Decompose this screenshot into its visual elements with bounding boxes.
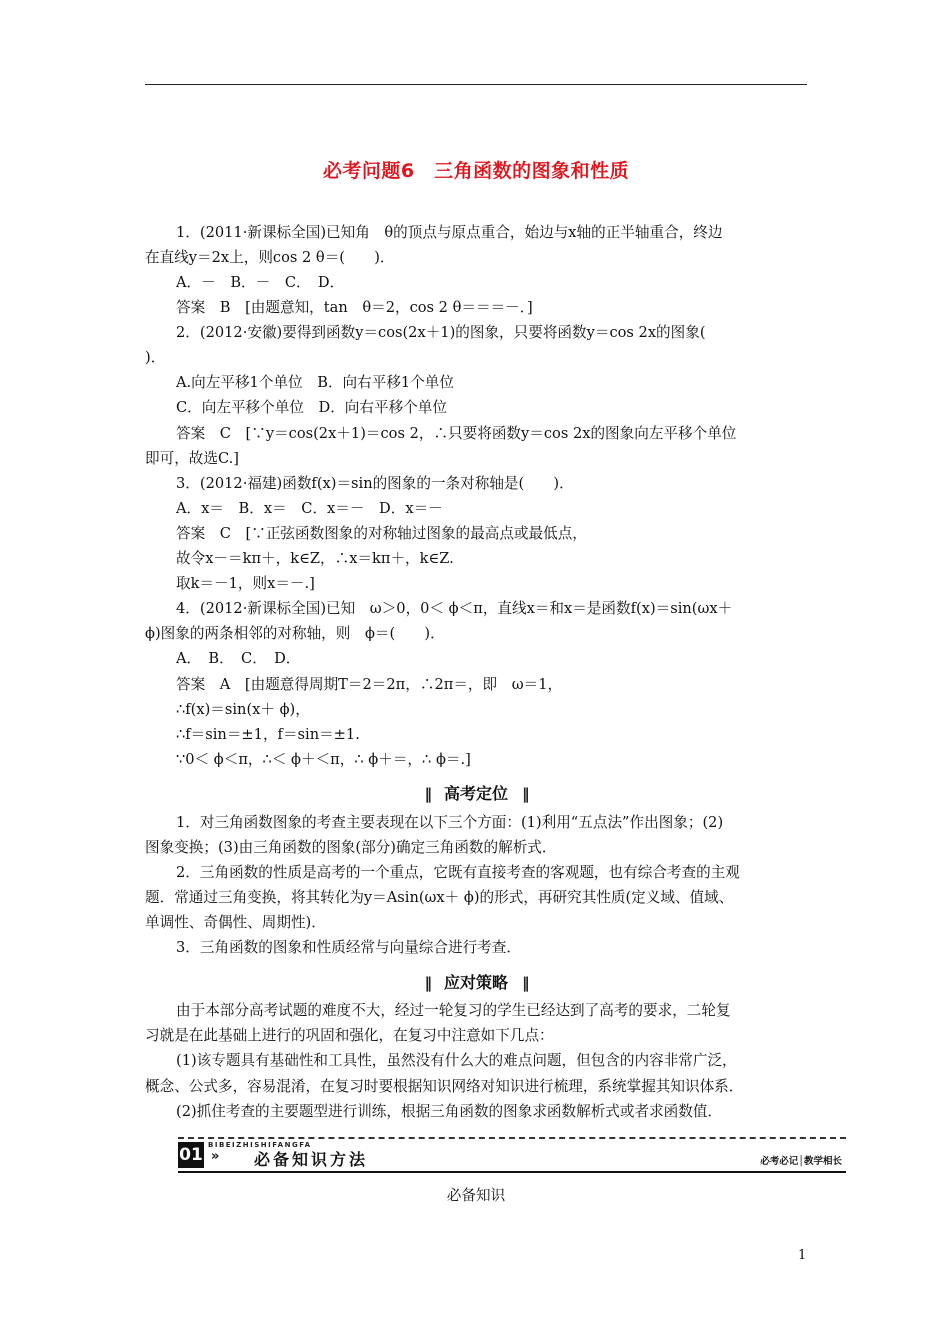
text-line: 3．三角函数的图象和性质经常与向量综合进行考查． xyxy=(176,939,521,956)
banner-dashed-rule xyxy=(178,1137,846,1139)
text-line: A．－ B．－ C． D． xyxy=(176,274,345,291)
text-line: A． B． C． D． xyxy=(176,650,301,667)
section-bar-right: ‖ xyxy=(522,785,528,803)
text-line: ∵0＜ ϕ＜π，∴＜ ϕ＋＜π，∴ ϕ＋＝，∴ ϕ＝.] xyxy=(176,751,471,768)
text-line: 3．(2012·福建)函数f(x)＝sin的图象的一条对称轴是( )． xyxy=(176,475,574,492)
section-bar-left: ‖ xyxy=(424,974,430,992)
text-line: 答案 C [∵正弦函数图象的对称轴过图象的最高点或最低点， xyxy=(176,525,587,542)
text-line: 故令x－＝kπ＋，k∈Z，∴x＝kπ＋，k∈Z. xyxy=(176,550,454,567)
text-line: )． xyxy=(145,349,166,366)
chapter-banner xyxy=(178,1137,846,1173)
header-rule xyxy=(145,84,807,85)
text-line: ϕ)图象的两条相邻的对称轴，则 ϕ＝( )． xyxy=(145,625,445,642)
text-line: 习就是在此基础上进行的巩固和强化，在复习中注意如下几点： xyxy=(145,1027,554,1044)
text-line: (2)抓住考查的主要题型进行训练，根据三角函数的图象求函数解析式或者求函数值． xyxy=(176,1103,723,1120)
section-bar-left: ‖ xyxy=(424,785,430,803)
text-line: 答案 C [∵y＝cos(2x＋1)＝cos 2，∴只要将函数y＝cos 2x的图象向左平移个单位 xyxy=(176,425,737,442)
page-number: 1 xyxy=(798,1248,807,1263)
text-line: 图象变换；(3)由三角函数的图象(部分)确定三角函数的解析式． xyxy=(145,839,557,856)
text-line: 1．(2011·新课标全国)已知角 θ的顶点与原点重合，始边与x轴的正半轴重合，终边 xyxy=(176,224,723,241)
text-line: 答案 A [由题意得周期T＝2＝2π，∴2π＝，即 ω＝1， xyxy=(176,676,563,693)
text-line: ∴f＝sin＝±1，f＝sin＝±1. xyxy=(176,726,360,743)
section-heading-strategy xyxy=(145,970,807,993)
chevron-right-icon: » xyxy=(211,1149,220,1164)
text-line: A.向左平移1个单位 B．向右平移1个单位 xyxy=(176,374,454,391)
banner-tagline: 必考必记│教学相长 xyxy=(760,1156,842,1167)
text-line: 题．常通过三角变换，将其转化为y＝Asin(ωx＋ ϕ)的形式，再研究其性质(定义域、值域、 xyxy=(145,889,734,906)
text-line: 概念、公式多，容易混淆，在复习时要根据知识网络对知识进行梳理，系统掌握其知识体系． xyxy=(145,1078,744,1095)
text-line: 即可，故选C.] xyxy=(145,450,239,467)
section-bar-right: ‖ xyxy=(522,974,528,992)
text-line: 单调性、奇偶性、周期性)． xyxy=(145,914,326,931)
banner-number: 01 xyxy=(178,1142,204,1168)
text-line: 在直线y＝2x上，则cos 2 θ＝( )． xyxy=(145,249,395,266)
text-line: 4．(2012·新课标全国)已知 ω＞0，0＜ ϕ＜π，直线x＝和x＝是函数f(x)＝sin(ωx＋ xyxy=(176,600,733,617)
text-line: C．向左平移个单位 D．向右平移个单位 xyxy=(176,399,447,416)
section-title: 应对策略 xyxy=(443,973,508,992)
text-line: 2．(2012·安徽)要得到函数y＝cos(2x＋1)的图象，只要将函数y＝cos 2x的图象( xyxy=(176,324,706,341)
text-line: 2．三角函数的性质是高考的一个重点，它既有直接考查的客观题，也有综合考查的主观 xyxy=(176,864,740,881)
text-line: 取k＝－1，则x＝－.] xyxy=(176,575,315,592)
text-line: 1．对三角函数图象的考查主要表现在以下三个方面：(1)利用“五点法”作出图象；(2) xyxy=(176,814,724,831)
banner-bottom-rule xyxy=(178,1171,846,1173)
text-line: ∴f(x)＝sin(x＋ ϕ)， xyxy=(176,701,310,718)
section-title: 高考定位 xyxy=(443,784,508,803)
text-line: 答案 B [由题意知，tan θ＝2，cos 2 θ＝＝＝－．] xyxy=(176,299,533,316)
text-line: 由于本部分高考试题的难度不大，经过一轮复习的学生已经达到了高考的要求，二轮复 xyxy=(176,1002,731,1019)
banner-heading: 必备知识方法 xyxy=(254,1150,369,1169)
text-line: A．x＝ B．x＝ C．x＝－ D．x＝－ xyxy=(176,500,443,517)
page-title: 必考问题6 三角函数的图象和性质 xyxy=(322,160,630,182)
text-line: (1)该专题具有基础性和工具性，虽然没有什么大的难点问题，但包含的内容非常广泛， xyxy=(176,1052,737,1069)
banner-pinyin: BIBEIZHISHIFANGFA xyxy=(208,1141,312,1149)
subheading: 必备知识 xyxy=(446,1187,506,1204)
section-heading-gaokao xyxy=(145,781,807,804)
